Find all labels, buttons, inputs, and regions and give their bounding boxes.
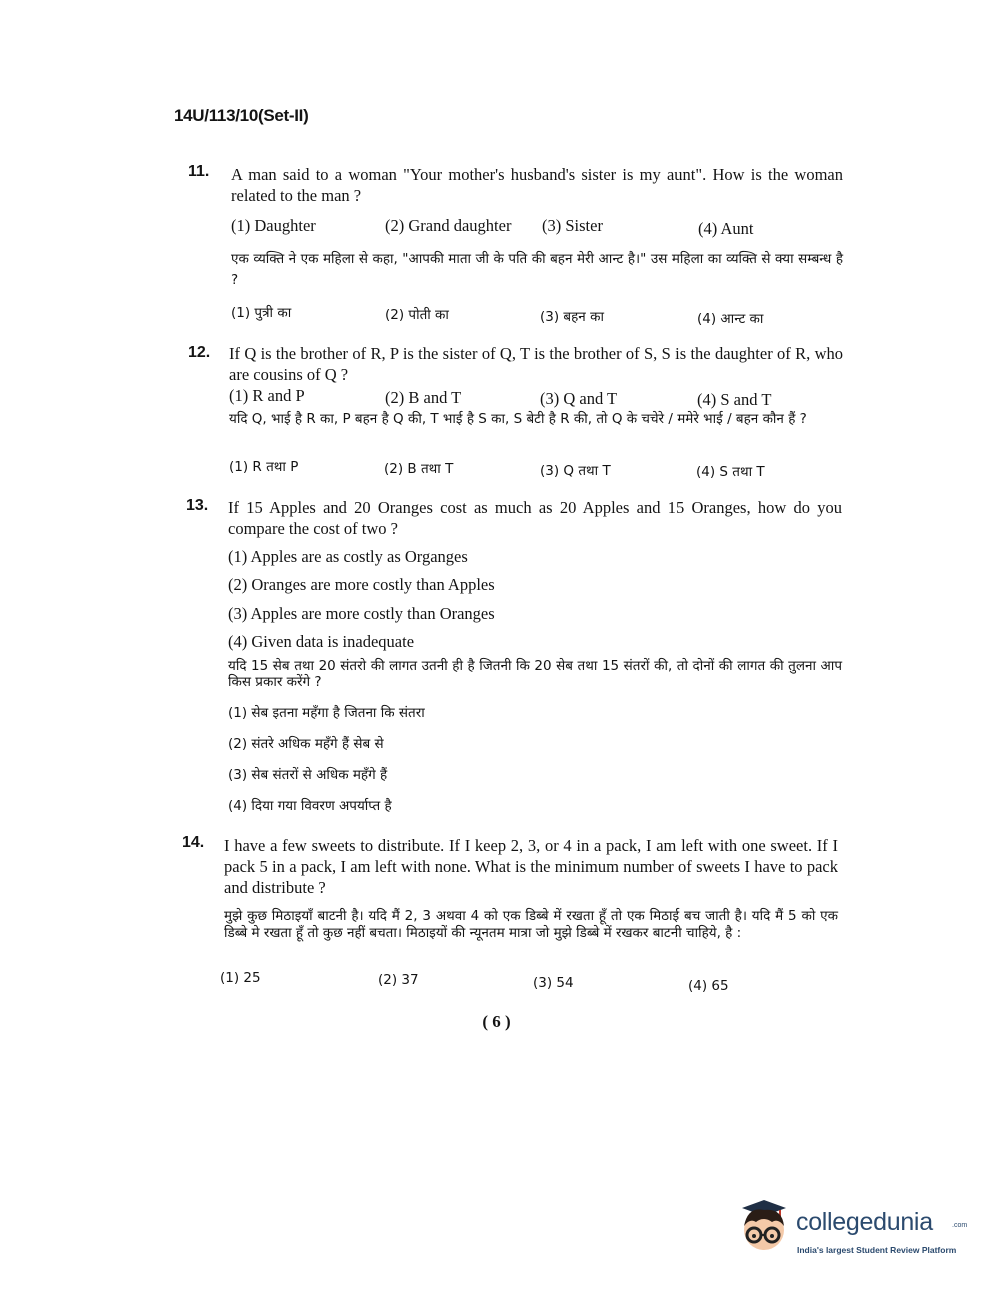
option-4-english: (4) Given data is inadequate (228, 632, 415, 651)
question-text-english: I have a few sweets to distribute. If I keep 2, 3, or 4 in a pack, I am left with one sweet. If I pack 5 in a pack, I am left with none. What is the minimum number of sweets I have to pack and distribute ? (224, 836, 838, 897)
brand-name: collegedunia (796, 1208, 933, 1236)
option-4-hindi: (4) दिया गया विवरण अपर्याप्त है (228, 798, 392, 814)
option-3-english: (3) Q and T (540, 389, 618, 408)
option-1-hindi: (1) सेब इतना महँगा है जितना कि संतरा (228, 705, 425, 721)
option-4-hindi: (4) S तथा T (696, 464, 765, 480)
option-3: (3) 54 (533, 975, 574, 991)
question-text-hindi: यदि Q, भाई है R का, P बहन है Q की, T भाई है S का, S बेटी है R की, तो Q के चचेरे / ममेरे भाई / बहन कौन हैं ? (229, 411, 807, 427)
option-1-hindi: (1) पुत्री का (231, 305, 292, 321)
question-text-english: If 15 Apples and 20 Oranges cost as much as 20 Apples and 15 Oranges, how do you compare the cost of two ? (228, 498, 842, 538)
option-3-hindi: (3) Q तथा T (540, 463, 611, 479)
option-1-hindi: (1) R तथा P (229, 459, 299, 475)
option-1-english: (1) Daughter (231, 216, 316, 235)
question-text-hindi: एक व्यक्ति ने एक महिला से कहा, "आपकी माता जी के पति की बहन मेरी आन्ट है।" उस महिला का व्यक्ति से क्या सम्बन्ध है ? (231, 251, 843, 288)
question-text-english: A man said to a woman "Your mother's husband's sister is my aunt". How is the woman related to the man ? (231, 165, 843, 205)
option-4-hindi: (4) आन्ट का (697, 311, 764, 327)
option-4-english: (4) S and T (697, 390, 772, 409)
question-text-hindi: यदि 15 सेब तथा 20 संतरो की लागत उतनी ही है जितनी कि 20 सेब तथा 15 संतरों की, तो दोनों की लागत की तुलना आप किस प्रकार करेंगे ? (228, 658, 842, 690)
question-text-hindi: मुझे कुछ मिठाइयाँ बाटनी है। यदि मैं 2, 3 अथवा 4 को एक डिब्बे में रखता हूँ तो एक मिठाई बच जाती है। यदि मैं 5 को एक डिब्बे मे रखता हूँ तो कुछ नहीं बचता। मिठाइयों की न्यूनतम मात्रा जो मुझे डिब्बे में रखकर बाटनी चाहिये, है : (224, 908, 838, 941)
option-3-english: (3) Apples are more costly than Oranges (228, 604, 495, 623)
question-number: 11. (188, 163, 210, 180)
option-2-english: (2) Grand daughter (385, 216, 512, 235)
page-number: ( 6 ) (482, 1012, 511, 1031)
option-3-hindi: (3) बहन का (540, 309, 604, 325)
option-1: (1) 25 (220, 970, 261, 986)
option-1-english: (1) R and P (229, 386, 305, 405)
question-number: 14. (182, 834, 205, 851)
question-text-english: If Q is the brother of R, P is the sister of Q, T is the brother of S, S is the daughter of R, who are cousins of Q ? (229, 344, 843, 384)
option-1-english: (1) Apples are as costly as Organges (228, 547, 468, 566)
option-2-english: (2) B and T (385, 388, 462, 407)
option-3-english: (3) Sister (542, 216, 603, 235)
paper-code-header: 14U/113/10(Set-II) (174, 106, 309, 125)
option-4: (4) 65 (688, 978, 729, 994)
option-2-hindi: (2) B तथा T (384, 461, 454, 477)
option-2: (2) 37 (378, 972, 419, 988)
option-2-hindi: (2) संतरे अधिक महँगे हैं सेब से (228, 736, 384, 752)
option-2-english: (2) Oranges are more costly than Apples (228, 575, 495, 594)
option-2-hindi: (2) पोती का (385, 307, 449, 323)
brand-suffix: .com (952, 1222, 968, 1229)
question-number: 12. (188, 344, 211, 361)
question-number: 13. (186, 497, 209, 514)
option-3-hindi: (3) सेब संतरों से अधिक महँगे हैं (228, 767, 388, 783)
brand-tagline: India's largest Student Review Platform (797, 1245, 957, 1255)
option-4-english: (4) Aunt (698, 219, 754, 238)
